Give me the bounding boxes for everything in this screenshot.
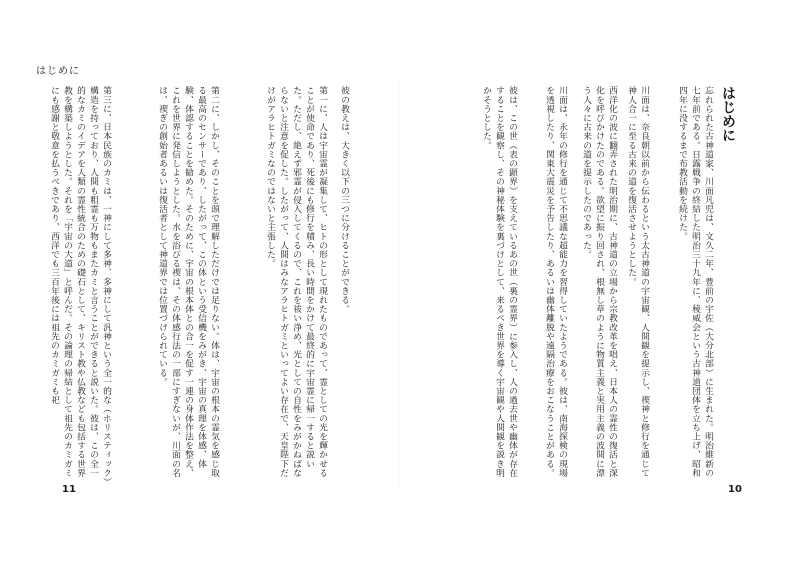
paragraph-right-5: 彼は、この世（表の顕界）を支えているあの世（裏の霊界）に参入し、人の過去世や幽体が存在することを観察し、その神秘体験を裏づけとして、来るべき世界を導く宇宙観や人間観を説き明かそうとした。 <box>481 86 517 478</box>
paragraph-left-2: 第一に、人は宇宙霊が凝集して、ヒトの形として現れたものであって、霊としての光を輝かせることが使命であり、死後にも修行を積み、長い時間をかけて最終的に宇宙霊に帰一すると説いた。ただし、絶えず邪霊が侵入してくるので、これを祓い浄め、光としての自性をみがかねばならないと注意を促した。したがって、人間はみなアラヒトガミといってよい存在で、天皇陛下だけがアラヒトガミなのではないと主張した。 <box>265 86 327 478</box>
paragraph-left-3: 第二に、しかし、そのことを頭で理解しただけでは足りない。体は、宇宙の根本の霊気を感じ取る最高のセンサーであり、したがって、この体という受信機をみがき、宇宙の真理を体感、体験、体認することを勧めた。そのために、宇宙の根本体との合一を促す一連の身体作法を整え、これを世界に発信しようとした。水を浴びる禊は、その体感行法の一部にすぎないが、川面の名は、禊ぎの創始者あるいは復活者として神道界では位置づけられている。 <box>157 86 219 478</box>
paragraph-right-2: 川面は、奈良朝以前から伝わるという太古神道の宇宙観、人間観を提示し、禊神と修行を通じて神人合一に至る古来の道を復活させようとした。 <box>626 86 649 478</box>
paragraph-left-4: 第三に、日本民族のカミは、一神にして多神、多神にして汎神という全一的な（ホリスティック）構造を持っており、人間も粗霊も万物もまたカミと言うことができると説いた。彼は、この全一的なカミのイデアを人類の霊性統合のための礎石として、キリスト教や仏教なども包括する世界教を構築しようとした。それを「宇宙の大道」と呼んだ。その論理の帰結として祖先のカミガミにも感謝と敬意を払うべきであり、西洋でも三百年後には祖先のカミガミも祀 <box>49 86 111 482</box>
paragraph-left-1: 彼の教えは、大きく以下の三つに分けることができる。 <box>339 86 349 314</box>
chapter-heading: はじめに <box>720 86 736 142</box>
page-gutter <box>398 80 399 490</box>
running-head: はじめに <box>36 66 80 77</box>
paragraph-right-3: 西洋化の波に翻弄された明治期に、古神道の立場から宗教改革を唱え、日本人の霊性の復活と深化を呼びかけたのである。欲望に振り回され、根無し草のように物質主義と実用主義の波間に漂う人々に古来の道を提示したのであった。 <box>581 86 617 478</box>
page-number-left: 11 <box>62 484 76 495</box>
page-number-right: 10 <box>728 484 742 495</box>
paragraph-right-1: 忘れられた古神道家、川面凡児は、文久二年、豊前の宇佐（大分北部）に生まれた。明治維新の七年前である。日露戦争の終結した明治三十九年に、稜威会という古神道団体を立ち上げ、昭和四年に没するまで布教活動を続けた。 <box>677 86 713 478</box>
paragraph-right-4: 川面は、永年の修行を通じて不思議な超能力を習得していたようである。彼は、南海探検の現場を透視したり、関東大震災を予告したり、あるいは幽体離脱や遠隔治療をおこなうことがある。 <box>544 86 567 478</box>
